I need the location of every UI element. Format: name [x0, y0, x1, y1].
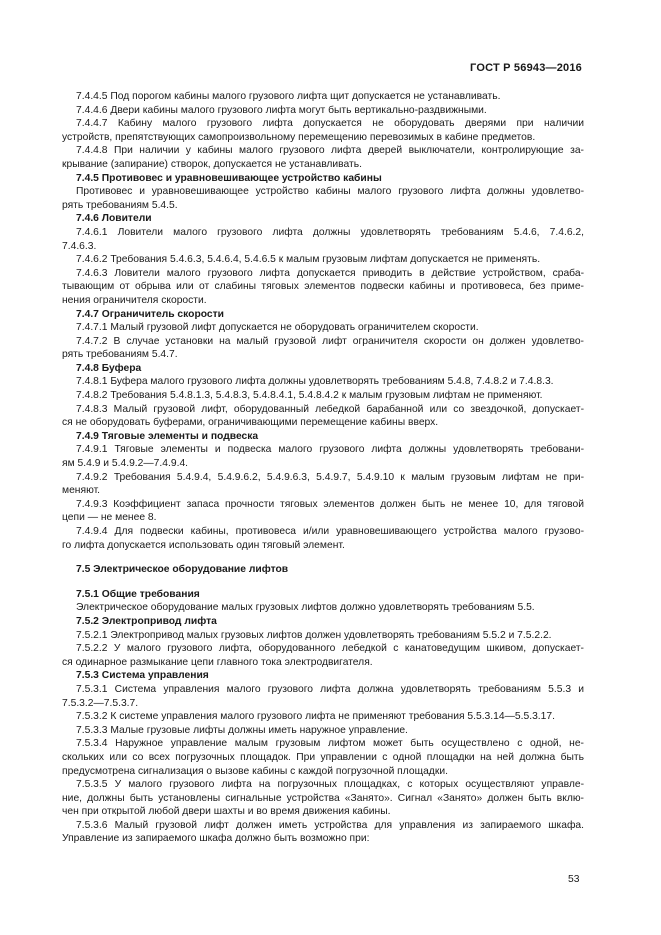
section-heading: 7.4.8 Буфера — [76, 362, 142, 374]
text-line: 7.4.4.5 Под порогом кабины малого грузового лифта щит допускается не устанавливать. — [76, 91, 501, 102]
text-line: предусмотрена сигнализация о вызове кабины с каждой погрузочной площадки. — [62, 765, 448, 777]
text-line: 7.4.4.6 Двери кабины малого грузового лифта могут быть вертикально-раздвижными. — [76, 104, 487, 116]
text-line: 7.4.6.3. — [62, 240, 97, 252]
section-heading: 7.4.7 Ограничитель скорости — [76, 308, 225, 320]
section-heading: 7.4.6 Ловители — [76, 213, 152, 225]
text-line: 7.4.9.4 Для подвески кабины, противовеса и/или уравновешивающего устройства малого грузово- — [76, 526, 584, 537]
text-line: 7.4.4.7 Кабину малого грузового лифта допускается не оборудовать дверями при наличии — [76, 118, 584, 130]
text-line: 7.5.3.2 К системе управления малого грузового лифта не применяют требования 5.5.3.14—5.5.3.17. — [76, 711, 555, 723]
text-line: цепи — не менее 8. — [62, 512, 157, 524]
text-line: рять требованиям 5.4.7. — [62, 349, 178, 361]
text-line: го лифта допускается использовать один тяговый элемент. — [62, 539, 345, 551]
section-heading: 7.5.2 Электропривод лифта — [76, 615, 217, 627]
text-line: крывание (запирание) створок, допускается не устанавливать. — [62, 158, 362, 170]
text-line: 7.4.9.2 Требования 5.4.9.4, 5.4.9.6.2, 5.4.9.6.3, 5.4.9.7, 5.4.9.10 к малым грузовым лифтам не при- — [76, 471, 584, 483]
text-line: нения ограничителя скорости. — [62, 294, 207, 306]
page-number: 53 — [568, 874, 580, 885]
text-line: Электрическое оборудование малых грузовых лифтов должно удовлетворять требованиям 5.5. — [76, 602, 535, 614]
text-line: Управление из запираемого шкафа должно быть возможно при: — [62, 833, 370, 845]
text-line: тывающим от обрыва или от слабины тяговых элементов подвески кабины и противовеса, без приме- — [62, 281, 584, 293]
text-line: 7.4.7.1 Малый грузовой лифт допускается не оборудовать ограничителем скорости. — [76, 322, 479, 334]
section-heading: 7.5 Электрическое оборудование лифтов — [76, 564, 289, 576]
text-line: чен при открытой любой двери шахты и во время движения кабины. — [62, 806, 391, 818]
document-body — [62, 90, 584, 846]
text-line: ям 5.4.9 и 5.4.9.2—7.4.9.4. — [62, 458, 189, 470]
text-line: ние, должны быть установлены сигнальные устройства «Занято». Сигнал «Занято» должен быть вклю- — [62, 792, 584, 804]
text-line: 7.4.6.2 Требования 5.4.6.3, 5.4.6.4, 5.4.6.5 к малым грузовым лифтам допускается не применять. — [76, 254, 541, 266]
text-line: 7.5.3.5 У малого грузового лифта на погрузочных площадках, с которых осуществляют управле- — [76, 779, 584, 791]
text-line: 7.4.9.1 Тяговые элементы и подвеска малого грузового лифта должны удовлетворять требовани- — [76, 444, 584, 456]
text-line: 7.5.3.2—7.5.3.7. — [62, 697, 139, 709]
text-line: скольких или со всех погрузочных площадок. При управлении с одной площадки на ней должна быть — [62, 751, 584, 763]
text-line: устройств, препятствующих самопроизвольному перемещению перевозимых в кабине предметов. — [62, 131, 536, 143]
text-line: 7.5.2.2 У малого грузового лифта, оборудованного лебедкой с канатоведущим шкивом, допускает- — [76, 643, 584, 655]
text-line: Противовес и уравновешивающее устройство кабины малого грузового лифта должны удовлетво- — [76, 186, 584, 198]
text-line: 7.5.3.1 Система управления малого грузового лифта должна удовлетворять требованиям 5.5.3 и — [76, 683, 584, 695]
text-line: 7.4.7.2 В случае установки на малый грузовой лифт ограничителя скорости он должен удовлетво- — [76, 335, 584, 347]
section-heading: 7.4.9 Тяговые элементы и подвеска — [76, 430, 259, 442]
text-line: 7.4.9.3 Коэффициент запаса прочности тяговых элементов должен быть не менее 10, для тяговой — [76, 498, 584, 510]
text-line: ся одинарное размыкание цепи главного тока электродвигателя. — [62, 656, 373, 668]
section-heading: 7.5.3 Система управления — [76, 670, 209, 682]
text-line: 7.4.8.3 Малый грузовой лифт, оборудованный лебедкой барабанной или со звездочкой, допускает- — [76, 403, 584, 415]
paragraph-gap — [76, 552, 584, 563]
section-heading: 7.5.1 Общие требования — [76, 588, 200, 600]
text-line: 7.4.8.2 Требования 5.4.8.1.3, 5.4.8.3, 5.4.8.4.1, 5.4.8.4.2 к малым грузовым лифтам не применяют. — [76, 390, 543, 402]
text-line: 7.4.6.1 Ловители малого грузового лифта должны удовлетворять требованиям 5.4.6, 7.4.6.2, — [76, 226, 584, 238]
text-line: меняют. — [62, 485, 100, 497]
text-line: 7.4.8.1 Буфера малого грузового лифта должны удовлетворять требованиям 5.4.8, 7.4.8.2 и 7.4.8.3. — [76, 376, 554, 388]
text-line: ся не оборудовать буферами, ограничивающими перемещение кабины вверх. — [62, 417, 439, 429]
text-line: 7.5.2.1 Электропривод малых грузовых лифтов должен удовлетворять требованиям 5.5.2 и 7.5.2.2. — [76, 629, 552, 641]
section-heading: 7.4.5 Противовес и уравновешивающее устройство кабины — [76, 172, 382, 184]
text-line: рять требованиям 5.4.5. — [62, 199, 178, 211]
standard-header: ГОСТ Р 56943—2016 — [470, 62, 582, 74]
text-line: 7.4.6.3 Ловители малого грузового лифта допускается приводить в действие устройством, сраба- — [76, 267, 584, 279]
text-line: 7.4.4.8 При наличии у кабины малого грузового лифта дверей выключатели, контролирующие за- — [76, 145, 584, 157]
paragraph-gap — [76, 577, 584, 588]
text-line: 7.5.3.4 Наружное управление малым грузовым лифтом может быть осуществлено с одной, не- — [76, 738, 584, 750]
text-line: 7.5.3.6 Малый грузовой лифт должен иметь устройства для управления из запираемого шкафа. — [76, 819, 584, 831]
text-line: 7.5.3.3 Малые грузовые лифты должны иметь наружное управление. — [76, 724, 408, 736]
